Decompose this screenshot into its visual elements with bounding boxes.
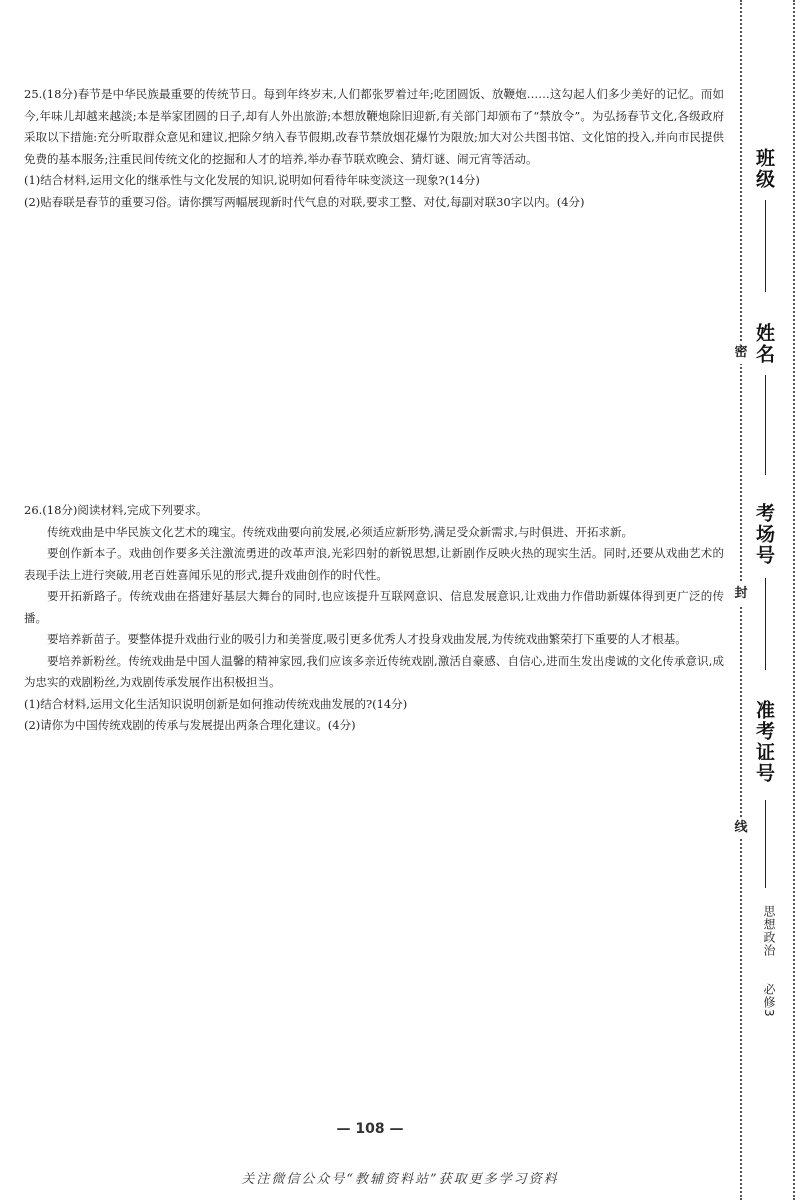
subject-name: 思想政治 <box>762 905 776 957</box>
field-exam-room-blank <box>765 578 766 670</box>
seal-mark-feng: 封 <box>732 583 750 605</box>
question-26-material-para: 要开拓新路子。传统戏曲在搭建好基层大舞台的同时,也应该提升互联网意识、信息发展意识,让戏曲力作借助新媒体得到更广泛的传播。 <box>24 589 724 625</box>
question-26-part-2: (2)请你为中国传统戏剧的传承与发展提出两条合理化建议。(4分) <box>24 718 356 732</box>
page-number: — 108 — <box>336 1121 404 1137</box>
field-class-blank <box>765 200 766 292</box>
seal-mark-xian: 线 <box>732 817 750 839</box>
field-class-label: 班级 <box>753 148 775 190</box>
question-25-part-1: (1)结合材料,运用文化的继承性与文化发展的知识,说明如何看待年味变淡这一现象?(14分) <box>24 173 480 187</box>
edge-dotted-line <box>793 0 795 1200</box>
seal-mark-mi: 密 <box>732 342 750 364</box>
question-26-stem: 26.(18分)阅读材料,完成下列要求。 <box>24 503 208 517</box>
field-name-blank <box>765 375 766 475</box>
question-26-part-1: (1)结合材料,运用文化生活知识说明创新是如何推动传统戏曲发展的?(14分) <box>24 696 408 711</box>
field-exam-room-label: 考场号 <box>753 503 775 566</box>
field-ticket-number-label: 准考证号 <box>753 700 775 784</box>
question-26-material-para: 要培养新苗子。要整体提升戏曲行业的吸引力和美誉度,吸引更多优秀人才投身戏曲发展,为传统戏曲繁荣打下重要的人才根基。 <box>47 632 687 646</box>
question-25 <box>24 84 724 213</box>
footer-note: 关注微信公众号“教辅资料站”获取更多学习资料 <box>241 1172 559 1187</box>
question-26-material-para: 传统戏曲是中华民族文化艺术的瑰宝。传统戏曲要向前发展,必须适应新形势,满足受众新需求,与时俱进、开拓求新。 <box>47 524 633 539</box>
field-name-label: 姓名 <box>753 323 775 365</box>
question-26-material-para: 要培养新粉丝。传统戏曲是中国人温馨的精神家园,我们应该多亲近传统戏剧,激活自豪感、自信心,进而生发出虔诚的文化传承意识,成为忠实的戏剧粉丝,为戏剧传承发展作出积极担当。 <box>24 653 724 689</box>
subject-label <box>758 905 778 1017</box>
question-26 <box>24 500 724 737</box>
question-25-stem: 25.(18分)春节是中华民族最重要的传统节日。每到年终岁末,人们都张罗着过年;吃团圆饭、放鞭炮……这勾起人们多少美好的记忆。而如今,年味儿却越来越淡;本是举家团圆的日子,却有人外出旅游;本想放鞭炮除旧迎新,有关部门却颁布了“禁放令”。为弘扬春节文化,各级政府采取以下措施:充分听取群众意见和建议,把除夕纳入春节假期,改春节禁放烟花爆竹为限放;加大对公共图书馆、文化馆的投入,并向市民提供免费的基本服务;注重民间传统文化的挖掘和人才的培养,举办春节联欢晚会、猜灯谜、闹元宵等活动。 <box>24 87 724 166</box>
subject-volume: 必修3 <box>762 982 776 1018</box>
question-25-part-2: (2)贴春联是春节的重要习俗。请你撰写两幅展现新时代气息的对联,要求工整、对仗,每副对联30字以内。(4分) <box>24 194 585 209</box>
field-ticket-number-blank <box>765 800 766 888</box>
question-26-material-para: 要创作新本子。戏曲创作要多关注激流勇进的改革声浪,光彩四射的新锐思想,让新剧作反映火热的现实生活。同时,还要从戏曲艺术的表现手法上进行突破,用老百姓喜闻乐见的形式,提升戏曲创作的时代性。 <box>24 546 724 582</box>
